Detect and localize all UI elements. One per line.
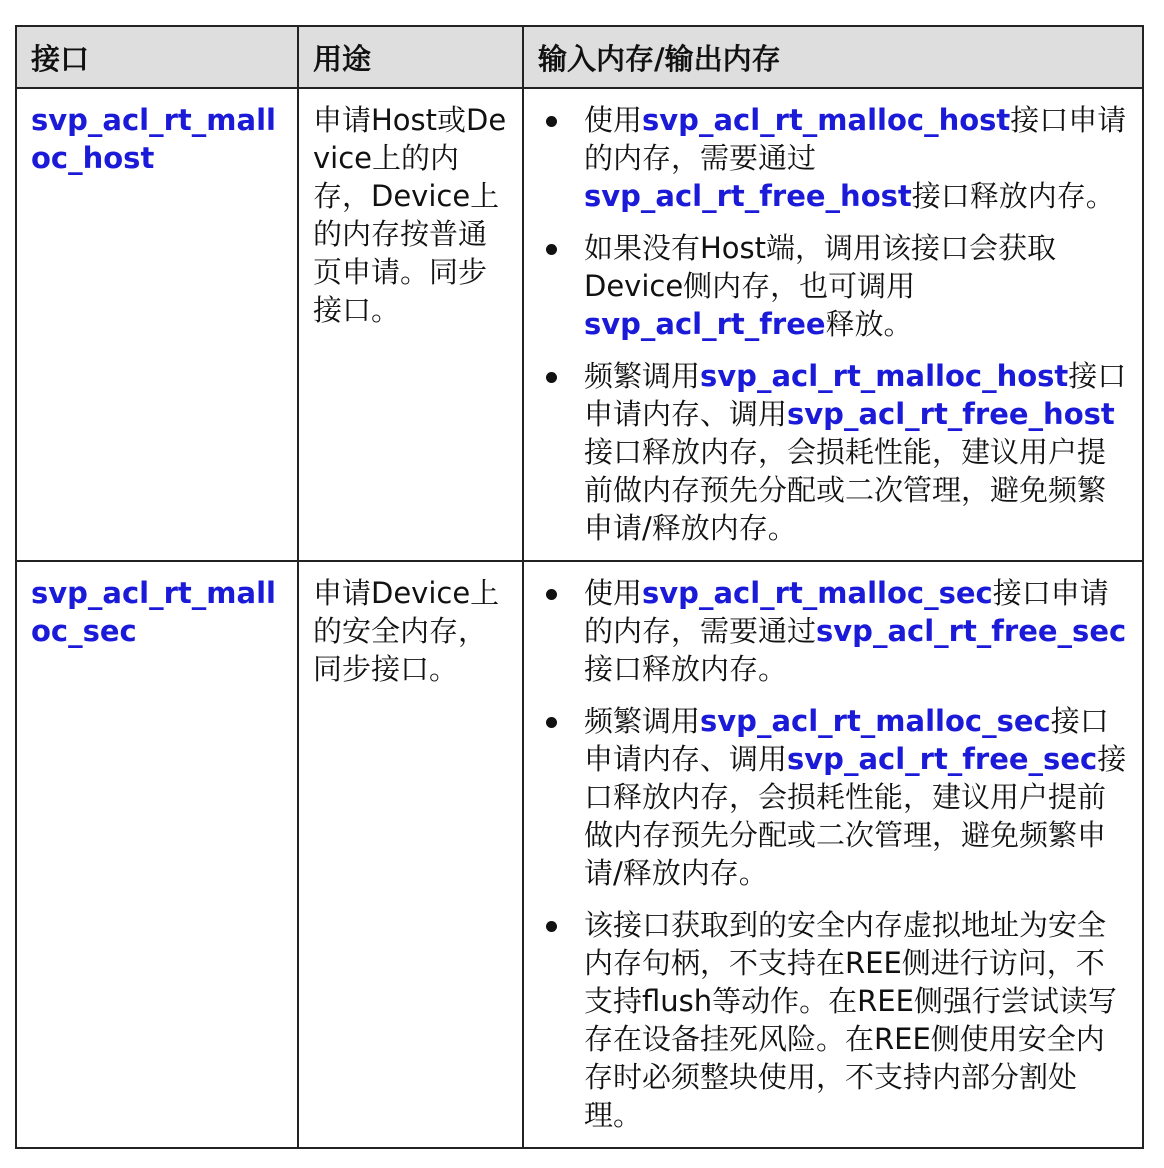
bullet-text: 该接口获取到的安全内存虚拟地址为安全内存句柄，不支持在REE侧进行访问，不支持flush等动作。在REE侧强行尝试读写存在设备挂死风险。在REE侧使用安全内存时必须整块使用，不支持内部分割处理。: [584, 908, 1117, 1132]
api-link[interactable]: svp_acl_rt_malloc_sec: [700, 704, 1051, 738]
bullet-text: 接口释放内存。: [584, 652, 788, 686]
bullet-text: 接口释放内存，会损耗性能，建议用户提前做内存预先分配或二次管理，避免频繁申请/释放内存。: [584, 435, 1107, 545]
bullet-text: 使用: [584, 103, 643, 137]
bullet-text: 接口申请内存、调用: [584, 704, 1109, 776]
api-link[interactable]: svp_acl_rt_free_host: [787, 397, 1115, 431]
api-link[interactable]: svp_acl_rt_malloc_sec: [642, 576, 993, 610]
bullet-text: 频繁调用: [584, 359, 701, 393]
api-link[interactable]: svp_acl_rt_free_sec: [816, 614, 1127, 648]
bullet-text: 接口申请的内存，需要通过: [584, 103, 1127, 175]
bullet-dot-icon: [546, 372, 557, 383]
bullet-text: 如果没有Host端，调用该接口会获取Device侧内存，也可调用: [584, 231, 1057, 303]
bullet-text: 释放。: [825, 307, 913, 341]
api-link[interactable]: svp_acl_rt_free_sec: [787, 742, 1098, 776]
memory-cell: [523, 88, 1143, 561]
bullet-item: [538, 574, 1128, 688]
bullet-item: [538, 702, 1128, 892]
api-name-link[interactable]: svp_acl_rt_malloc_host: [31, 103, 276, 175]
api-cell: [16, 88, 298, 561]
bullet-item: [538, 101, 1128, 215]
purpose-cell: [298, 561, 523, 1148]
api-table: [15, 25, 1144, 1149]
bullet-text: 使用: [584, 576, 643, 610]
bullet-text: 接口申请的内存，需要通过: [584, 576, 1109, 648]
bullet-list: [538, 101, 1128, 547]
memory-cell: [523, 561, 1143, 1148]
bullet-text: 频繁调用: [584, 704, 701, 738]
header-interface: 接口: [16, 26, 298, 88]
api-link[interactable]: svp_acl_rt_free: [584, 307, 826, 341]
bullet-dot-icon: [546, 244, 557, 255]
table-row: [16, 88, 1143, 561]
header-memory: 输入内存/输出内存: [523, 26, 1143, 88]
api-link[interactable]: svp_acl_rt_free_host: [584, 179, 912, 213]
api-cell: [16, 561, 298, 1148]
bullet-dot-icon: [546, 116, 557, 127]
bullet-dot-icon: [546, 921, 557, 932]
bullet-list: [538, 574, 1128, 1134]
api-name-link[interactable]: svp_acl_rt_malloc_sec: [31, 576, 276, 648]
purpose-cell: [298, 88, 523, 561]
bullet-text: 接口申请内存、调用: [584, 359, 1127, 431]
api-link[interactable]: svp_acl_rt_malloc_host: [642, 103, 1011, 137]
bullet-text: 接口释放内存。: [911, 179, 1115, 213]
api-link[interactable]: svp_acl_rt_malloc_host: [700, 359, 1069, 393]
purpose-text: 申请Host或Device上的内存，Device上的内存按普通页申请。同步接口。: [313, 103, 507, 327]
bullet-dot-icon: [546, 717, 557, 728]
purpose-text: 申请Device上的安全内存，同步接口。: [313, 576, 500, 686]
bullet-item: [538, 229, 1128, 343]
header-row: [16, 26, 1143, 88]
bullet-text: 接口释放内存，会损耗性能，建议用户提前做内存预先分配或二次管理，避免频繁申请/释放内存。: [584, 742, 1127, 890]
bullet-item: [538, 357, 1128, 547]
header-purpose: 用途: [298, 26, 523, 88]
bullet-dot-icon: [546, 589, 557, 600]
bullet-item: [538, 906, 1128, 1134]
table-row: [16, 561, 1143, 1148]
